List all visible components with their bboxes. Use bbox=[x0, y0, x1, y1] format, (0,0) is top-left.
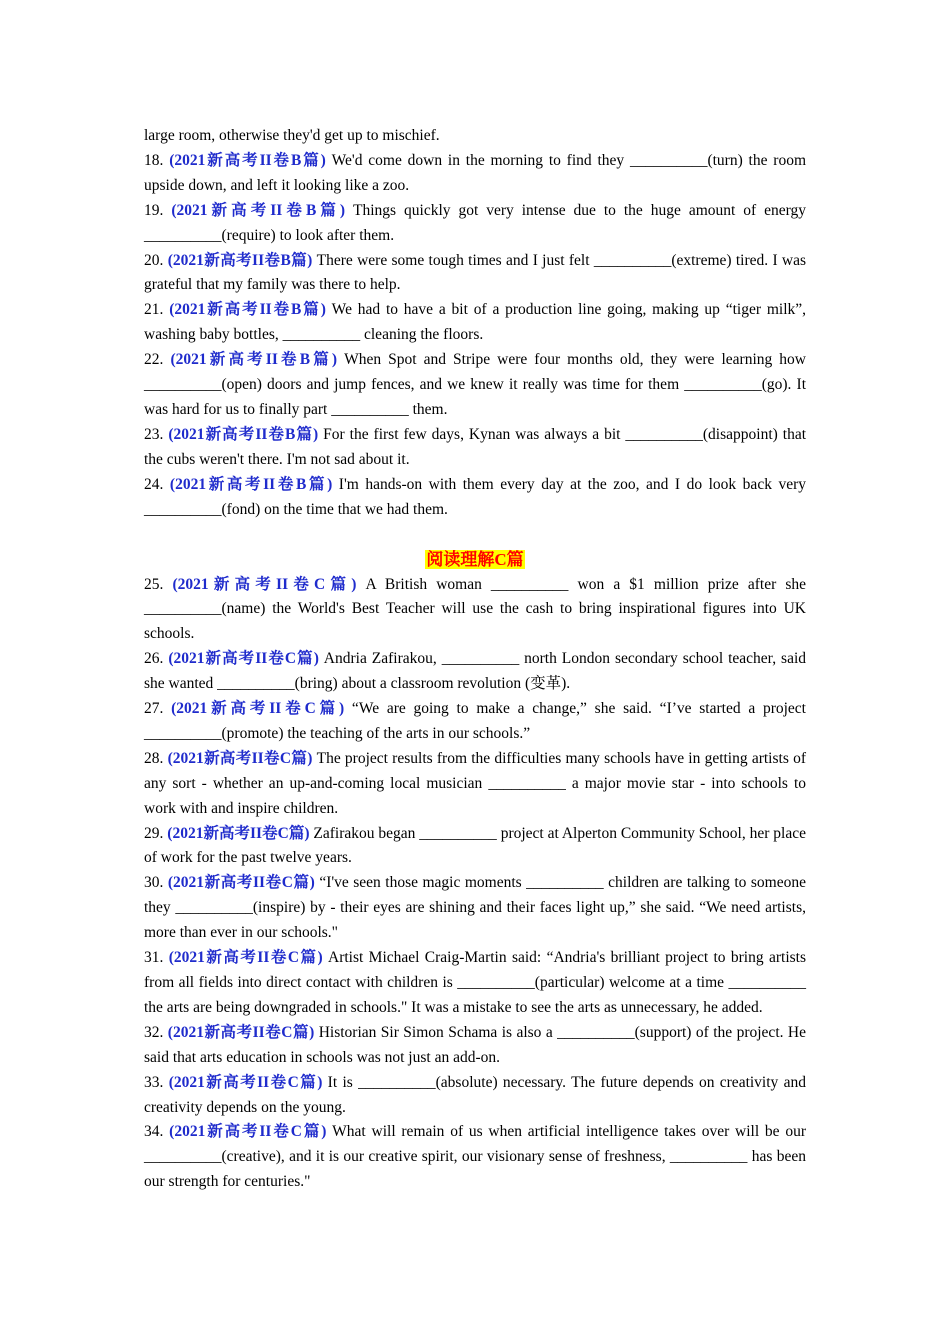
question-number: 34. bbox=[144, 1123, 164, 1141]
section-c-heading bbox=[144, 548, 806, 573]
question-source: (2021新高考II卷C篇) bbox=[171, 700, 345, 718]
question-item bbox=[144, 348, 806, 423]
section-spacer bbox=[144, 523, 806, 548]
question-item bbox=[144, 647, 806, 697]
question-number: 26. bbox=[144, 650, 164, 668]
question-list-b bbox=[144, 149, 806, 523]
question-item bbox=[144, 249, 806, 299]
question-number: 32. bbox=[144, 1023, 164, 1041]
question-source: (2021新高考II卷B篇) bbox=[169, 151, 326, 169]
question-item bbox=[144, 1021, 806, 1071]
question-source: (2021新高考II卷B篇) bbox=[170, 351, 338, 369]
question-list-c bbox=[144, 573, 806, 1196]
question-number: 31. bbox=[144, 949, 164, 967]
question-text: It is __________(absolute) necessary. The future depends on creativity and creativity depends on the young. bbox=[144, 1073, 806, 1116]
question-source: (2021新高考II卷C篇) bbox=[167, 824, 310, 842]
question-source: (2021新高考II卷C篇) bbox=[168, 650, 319, 668]
question-source: (2021新高考II卷C篇) bbox=[167, 1023, 315, 1041]
question-number: 25. bbox=[144, 575, 164, 593]
question-source: (2021新高考II卷B篇) bbox=[169, 301, 326, 319]
question-source: (2021新高考II卷B篇) bbox=[169, 475, 333, 493]
question-item bbox=[144, 1071, 806, 1121]
question-text: Zafirakou began __________ project at Alperton Community School, her place of work for the past twelve years. bbox=[144, 824, 807, 867]
question-source: (2021新高考II卷C篇) bbox=[168, 949, 323, 967]
question-number: 27. bbox=[144, 700, 164, 718]
question-text: A British woman __________ won a $1 million prize after she __________(name) the World's Best Teacher will use the cash to bring inspirational figures into UK schools. bbox=[144, 575, 806, 643]
question-item bbox=[144, 199, 806, 249]
question-source: (2021新高考II卷B篇) bbox=[168, 425, 319, 443]
question-item bbox=[144, 423, 806, 473]
question-item bbox=[144, 871, 806, 946]
question-text: When Spot and Stripe were four months old, they were learning how __________(open) doors and jump fences, and we knew it really was time for them __________(go). It was hard for us to finally part __________ them. bbox=[144, 351, 807, 418]
question-number: 21. bbox=[144, 301, 164, 319]
question-source: (2021新高考II卷B篇) bbox=[167, 251, 313, 269]
question-number: 18. bbox=[144, 151, 164, 169]
question-number: 28. bbox=[144, 749, 164, 767]
continuation-line: large room, otherwise they'd get up to mischief. bbox=[144, 127, 440, 144]
question-source: (2021新高考II卷C篇) bbox=[167, 749, 313, 767]
question-item bbox=[144, 697, 806, 747]
question-item bbox=[144, 1120, 806, 1195]
question-text: Andria Zafirakou, __________ north London secondary school teacher, said she wanted __________(bring) about a classroom revolution (变革). bbox=[144, 650, 807, 693]
question-source: (2021新高考II卷B篇) bbox=[171, 201, 346, 219]
question-number: 24. bbox=[144, 475, 164, 493]
section-c-title: 阅读理解C篇 bbox=[426, 549, 524, 569]
question-text: We had to have a bit of a production line going, making up “tiger milk”, washing baby bottles, __________ cleaning the floors. bbox=[144, 301, 806, 344]
question-item bbox=[144, 298, 806, 348]
question-number: 30. bbox=[144, 874, 164, 892]
question-text: What will remain of us when artificial intelligence takes over will be our __________(creative), and it is our creative spirit, our visionary sense of freshness, __________ has been our strength for centuries." bbox=[144, 1123, 806, 1191]
question-source: (2021新高考II卷C篇) bbox=[172, 575, 357, 593]
question-text: The project results from the difficulties many schools have in getting artists of any sort - whether an up-and-coming local musician __________ a major movie star - into schools to work with and inspire children. bbox=[144, 749, 806, 817]
question-number: 29. bbox=[144, 824, 164, 842]
question-number: 20. bbox=[144, 251, 164, 269]
question-text: “We are going to make a change,” she said. “I’ve started a project __________(promote) the teaching of the arts in our schools.” bbox=[144, 700, 806, 742]
question-text: For the first few days, Kynan was always a bit __________(disappoint) that the cubs weren't there. I'm not sad about it. bbox=[144, 425, 806, 468]
question-number: 19. bbox=[144, 201, 164, 219]
document-page bbox=[144, 124, 806, 1195]
question-item bbox=[144, 946, 806, 1021]
question-text: “I've seen those magic moments __________ children are talking to someone they __________(inspire) by - their eyes are shining and their faces light up,” she said. “We need artists, more than ever in our schools." bbox=[144, 874, 806, 942]
question-text: We'd come down in the morning to find they __________(turn) the room upside down, and left it looking like a zoo. bbox=[144, 151, 807, 194]
question-item bbox=[144, 573, 806, 648]
question-text: There were some tough times and I just felt __________(extreme) tired. I was grateful that my family was there to help. bbox=[144, 251, 807, 294]
question-source: (2021新高考II卷C篇) bbox=[167, 874, 315, 892]
question-item bbox=[144, 473, 806, 523]
question-text: I'm hands-on with them every day at the zoo, and I do look back very __________(fond) on the time that we had them. bbox=[144, 475, 807, 518]
question-text: Things quickly got very intense due to the huge amount of energy __________(require) to look after them. bbox=[144, 201, 806, 244]
question-text: Historian Sir Simon Schama is also a __________(support) of the project. He said that arts education in schools was not just an add-on. bbox=[144, 1023, 806, 1066]
question-number: 33. bbox=[144, 1073, 164, 1091]
question-source: (2021新高考II卷C篇) bbox=[169, 1123, 327, 1141]
question-item bbox=[144, 149, 806, 199]
question-item bbox=[144, 822, 806, 872]
question-source: (2021新高考II卷C篇) bbox=[168, 1073, 323, 1091]
question-number: 23. bbox=[144, 425, 164, 443]
question-text: Artist Michael Craig-Martin said: “Andria's brilliant project to bring artists from all fields into direct contact with children is __________(particular) welcome at a time __________ the arts are being downgraded in schools." It was a mistake to see the arts as unnecessary, he added. bbox=[144, 949, 806, 1016]
question-item bbox=[144, 747, 806, 822]
question-number: 22. bbox=[144, 351, 164, 369]
